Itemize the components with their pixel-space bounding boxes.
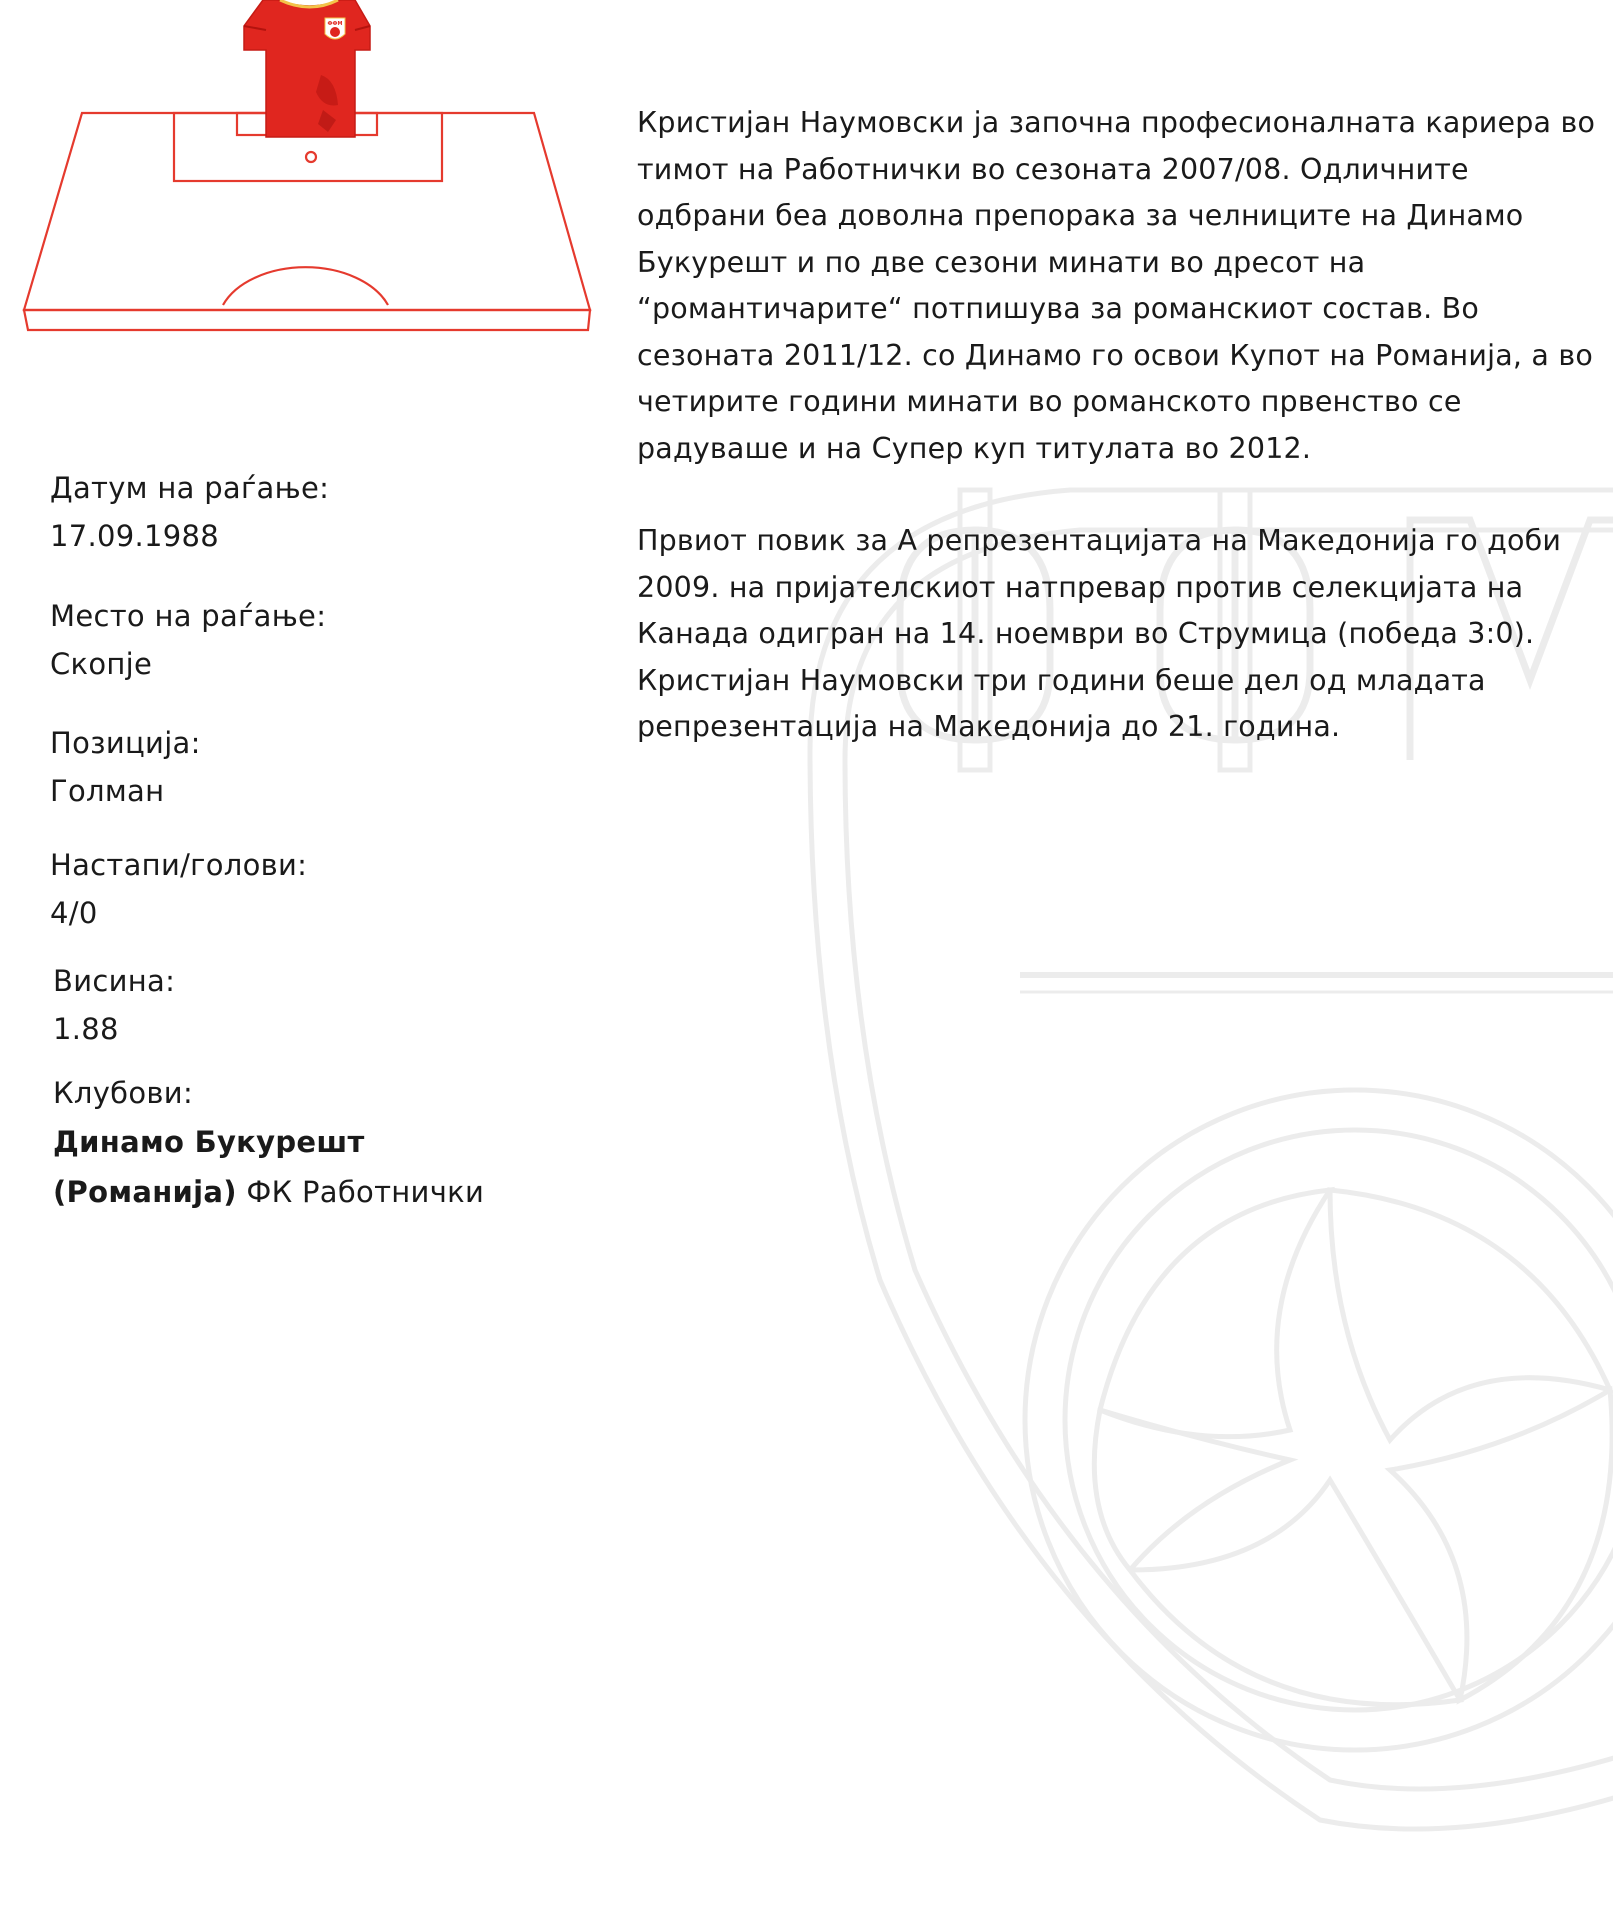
ffm-badge-icon [325, 18, 345, 39]
jersey-badge-text: ФФМ [327, 21, 343, 27]
club-1-name: Динамо Букурешт [53, 1125, 365, 1159]
position-item [50, 719, 201, 815]
goalkeeper-jersey [244, 0, 370, 137]
pitch-edge [24, 310, 590, 330]
birth-date-item [50, 464, 329, 560]
position-value: Голман [50, 774, 165, 808]
club-2-name: ФК Работнички [236, 1175, 485, 1209]
clubs-line-1 [53, 1117, 484, 1167]
pitch-outline [24, 113, 590, 310]
biography-paragraph-2: Првиот повик за А репрезентацијата на Македонија го доби 2009. на пријателскиот натпревар против селекцијата на Канада одигран на 14. ноември во Струмица (победа 3:0). Кристијан Наумовски три години беше дел од младата репрезентација на Македонија до 21. година. [637, 524, 1562, 743]
height-value: 1.88 [53, 1012, 119, 1046]
biography-paragraph-1: Кристијан Наумовски ја започна професионалната кариера во тимот на Работнички во сезоната 2007/08. Одличните одбрани беа доволна препорака за челниците на Динамо Букурешт и по две сезони минати во дресот на “романтичарите“ потпишува за романскиот состав. Во сезоната 2011/12. со Динамо го освои Купот на Романија, а во четирите години минати во романското првенство се радуваше и на Супер куп титулата во 2012. [637, 106, 1596, 465]
clubs-label: Клубови: [53, 1076, 194, 1110]
height-item [53, 957, 175, 1053]
caps-goals-label: Настапи/голови: [50, 848, 308, 882]
clubs-item [53, 1069, 484, 1217]
clubs-line-2 [53, 1167, 484, 1217]
caps-goals-item [50, 841, 307, 937]
penalty-spot [306, 152, 316, 162]
biography-section [637, 100, 1597, 751]
goalkeeper-position-pitch [18, 0, 593, 340]
birth-date-label: Датум на раѓање: [50, 471, 330, 505]
caps-goals-value: 4/0 [50, 896, 98, 930]
birth-place-label: Место на раѓање: [50, 599, 327, 633]
birth-place-item [50, 592, 326, 688]
birth-date-value: 17.09.1988 [50, 519, 220, 553]
position-label: Позиција: [50, 726, 201, 760]
center-circle [223, 267, 388, 305]
club-1-country: (Романија) [53, 1175, 237, 1209]
watermark-text: ФФМ [980, 790, 983, 791]
birth-place-value: Скопје [50, 647, 153, 681]
height-label: Висина: [53, 964, 176, 998]
